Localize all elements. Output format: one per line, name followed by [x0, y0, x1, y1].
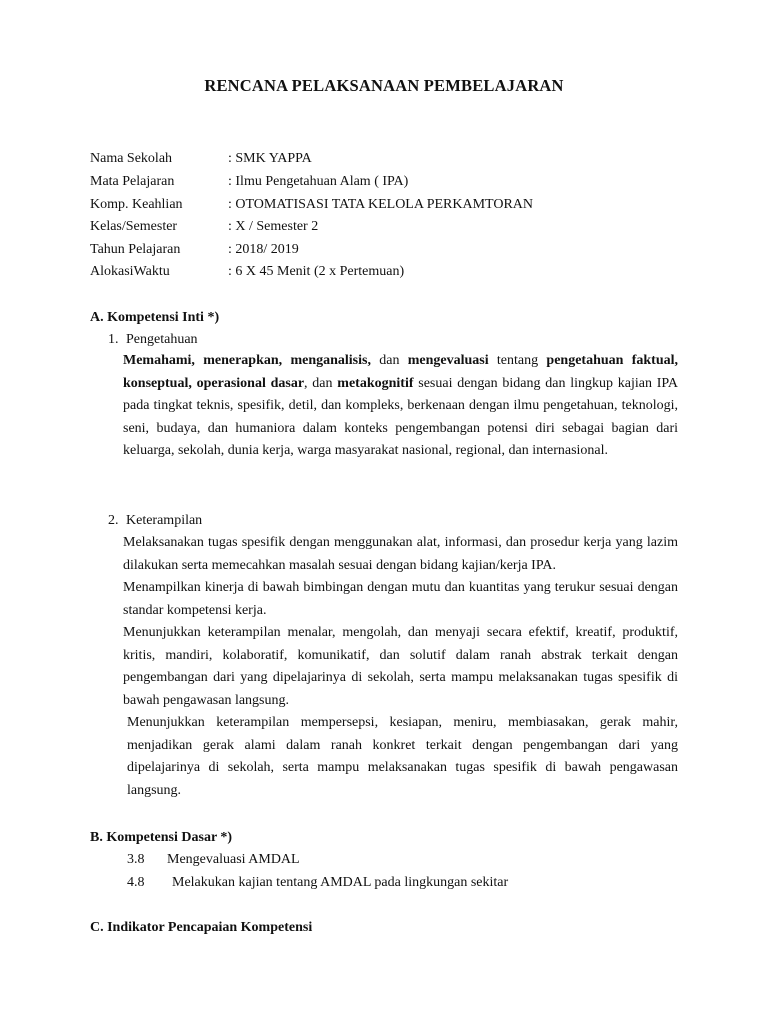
section-c-heading: C. Indikator Pencapaian Kompetensi	[90, 920, 313, 935]
keterampilan-paragraph-4: Menunjukkan keterampilan mempersepsi, kesiapan, meniru, membiasakan, gerak mahir, menjadikan gerak alami dalam ranah konkret terkait dengan pengembangan dari yang dipelajarinya di sekolah, serta mampu melaksanakan tugas spesifik di bawah pengawasan langsung.	[127, 715, 678, 798]
identity-value: : 2018/ 2019	[228, 242, 299, 257]
kd-number: 3.8	[127, 852, 145, 867]
keterampilan-paragraph-2: Menampilkan kinerja di bawah bimbingan dengan mutu dan kuantitas yang terukur sesuai dengan standar kompetensi kerja.	[123, 580, 678, 618]
keterampilan-paragraph-3: Menunjukkan keterampilan menalar, mengolah, dan menyaji secara efektif, kreatif, produktif, kritis, mandiri, kolaboratif, komunikatif, dan solutif dalam ranah abstrak terkait dengan pengembangan dari yang dipelajarinya di sekolah, serta mampu melaksanakan tugas spesifik di bawah pengawasan langsung.	[123, 625, 678, 708]
text-run: tentang	[488, 353, 547, 368]
identity-label: Kelas/Semester	[90, 219, 178, 234]
bold-phrase: Memahami, menerapkan, menganalisis,	[123, 353, 371, 368]
bold-phrase: mengevaluasi	[407, 353, 489, 368]
bold-phrase: pengetahuan faktual, konseptual, operasional dasar	[123, 353, 678, 391]
subsection-pengetahuan	[108, 332, 198, 348]
text-run: dan	[370, 353, 408, 368]
subsection-title: Pengetahuan	[126, 332, 198, 347]
identity-value: : X / Semester 2	[228, 219, 319, 234]
subsection-number: 2.	[108, 513, 119, 528]
identity-value: : Ilmu Pengetahuan Alam ( IPA)	[228, 174, 409, 189]
subsection-number: 1.	[108, 332, 119, 347]
subsection-keterampilan	[108, 513, 202, 529]
identity-label: Mata Pelajaran	[90, 174, 175, 189]
pengetahuan-paragraph	[123, 350, 678, 463]
identity-value: : SMK YAPPA	[228, 151, 312, 166]
identity-label: AlokasiWaktu	[90, 264, 170, 279]
kd-text: Melakukan kajian tentang AMDAL pada lingkungan sekitar	[172, 875, 509, 890]
section-b-heading: B. Kompetensi Dasar *)	[90, 830, 233, 845]
section-a-heading: A. Kompetensi Inti *)	[90, 310, 220, 325]
document-title: RENCANA PELAKSANAAN PEMBELAJARAN	[204, 76, 564, 95]
keterampilan-paragraph-1: Melaksanakan tugas spesifik dengan menggunakan alat, informasi, dan prosedur kerja yang lazim dilakukan serta memecahkan masalah sesuai dengan bidang kajian/kerja IPA.	[123, 535, 678, 573]
kd-number: 4.8	[127, 875, 145, 890]
bold-phrase: metakognitif	[337, 375, 414, 391]
identity-label: Nama Sekolah	[90, 151, 173, 166]
kd-text: Mengevaluasi AMDAL	[167, 852, 300, 867]
identity-value: : 6 X 45 Menit (2 x Pertemuan)	[228, 264, 405, 279]
text-run: sesuai dengan bidang dan lingkup kajian IPA pada tingkat teknis, spesifik, detil, dan kompleks, berkenaan dengan ilmu pengetahuan, teknologi, seni, budaya, dan humaniora dalam konteks pengembangan potensi diri sebagai bagian dari keluarga, sekolah, dunia kerja, warga masyarakat nasional, regional, dan internasional.	[123, 375, 678, 459]
identity-value: : OTOMATISASI TATA KELOLA PERKAMTORAN	[228, 197, 534, 212]
identity-label: Komp. Keahlian	[90, 197, 183, 212]
identity-label: Tahun Pelajaran	[90, 242, 181, 257]
text-run: , dan	[304, 375, 338, 391]
subsection-title: Keterampilan	[126, 513, 203, 528]
